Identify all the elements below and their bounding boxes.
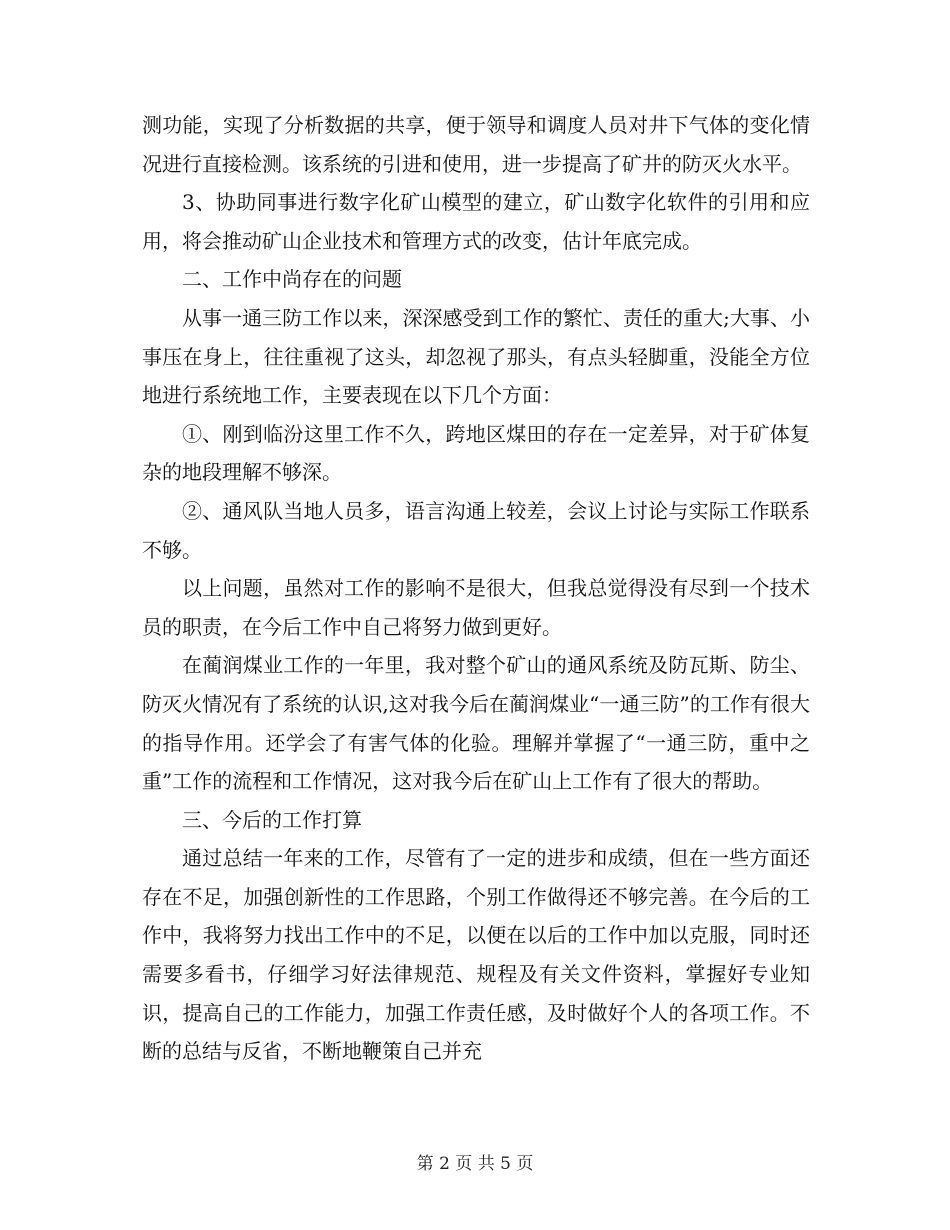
paragraph-problem-1: ①、刚到临汾这里工作不久，跨地区煤田的存在一定差异，对于矿体复杂的地段理解不够深。	[142, 421, 810, 485]
paragraph-problem-2: ②、通风队当地人员多，语言沟通上较差，会议上讨论与实际工作联系不够。	[142, 498, 810, 562]
paragraph-item-3: 3、协助同事进行数字化矿山模型的建立，矿山数字化软件的引用和应用，将会推动矿山企业技术和管理方式的改变，估计年底完成。	[142, 190, 810, 253]
section-heading-plans: 三、今后的工作打算	[182, 807, 362, 832]
paragraph-problems-intro: 从事一通三防工作以来，深深感受到工作的繁忙、责任的重大;大事、小事压在身上，往往重视了这头，却忽视了那头，有点头轻脚重，没能全方位地进行系统地工作，主要表现在以下几个方面：	[142, 305, 810, 408]
document-body	[142, 106, 810, 1071]
paragraph-plans: 通过总结一年来的工作，尽管有了一定的进步和成绩，但在一些方面还存在不足，加强创新性的工作思路，个别工作做得还不够完善。在今后的工作中，我将努力找出工作中的不足，以便在以后的工作中加以克服，同时还需要多看书，仔细学习好法律规范、规程及有关文件资料，掌握好专业知识，提高自己的工作能力，加强工作责任感，及时做好个人的各项工作。不断的总结与反省，不断地鞭策自己并充	[142, 846, 810, 1064]
paragraph-continued: 测功能，实现了分析数据的共享，便于领导和调度人员对井下气体的变化情况进行直接检测。该系统的引进和使用，进一步提高了矿井的防灭火水平。	[142, 113, 810, 176]
page-number-footer: 第 2 页 共 5 页	[416, 1154, 534, 1174]
paragraph-year-review: 在蔺润煤业工作的一年里，我对整个矿山的通风系统及防瓦斯、防尘、防灭火情况有了系统的认识,这对我今后在蔺润煤业“一通三防”的工作有很大的指导作用。还学会了有害气体的化验。理解并掌握了“一通三防，重中之重”工作的流程和工作情况，这对我今后在矿山上工作有了很大的帮助。	[142, 653, 810, 794]
section-heading-problems: 二、工作中尚存在的问题	[182, 267, 402, 292]
paragraph-problems-summary: 以上问题，虽然对工作的影响不是很大，但我总觉得没有尽到一个技术员的职责，在今后工作中自己将努力做到更好。	[142, 576, 810, 639]
